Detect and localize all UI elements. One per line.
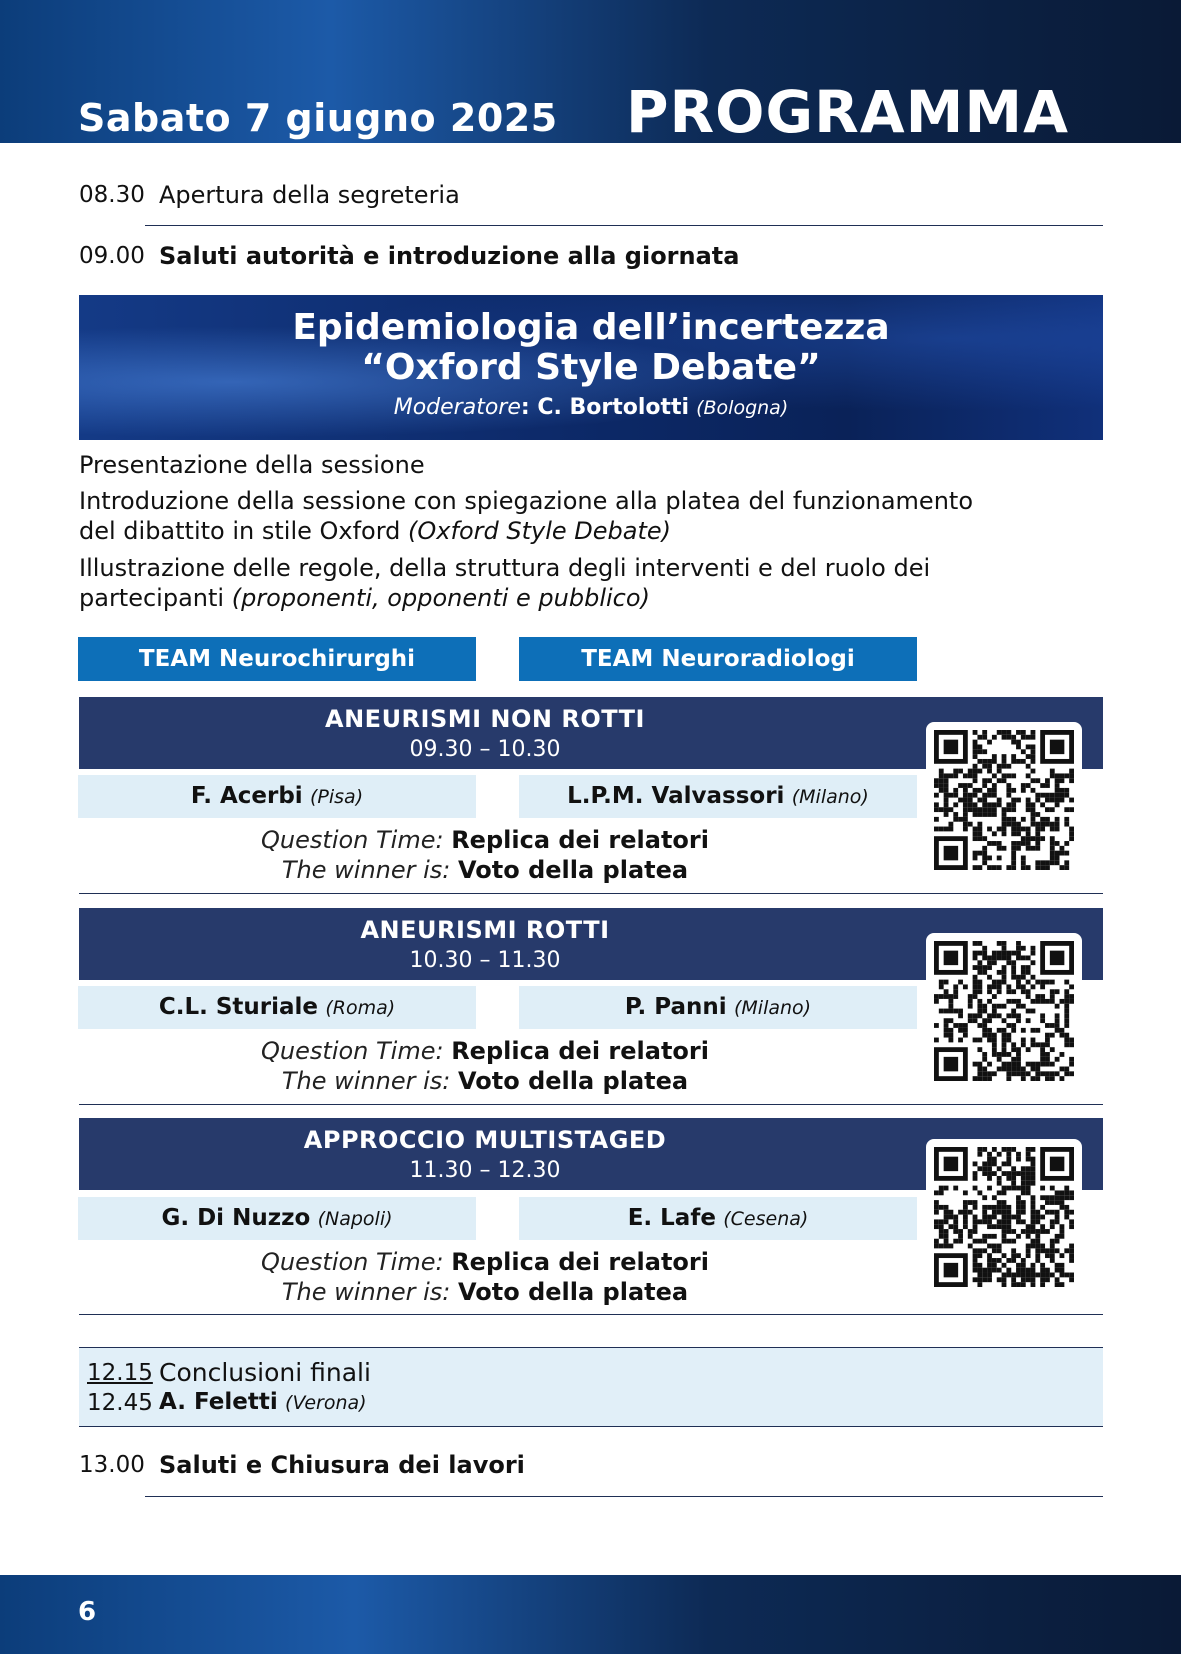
speaker-city: (Pisa): [310, 786, 364, 808]
speaker-city: (Roma): [325, 997, 396, 1019]
event-date: Sabato 7 giugno 2025: [78, 96, 558, 140]
qt-text: Replica dei relatori: [451, 1248, 709, 1276]
session-banner: [79, 295, 1103, 440]
qt-text: Replica dei relatori: [451, 1037, 709, 1065]
intro-p2-line1: Introduzione della sessione con spiegazione alla platea del funzionamento: [79, 487, 973, 515]
winner-label: The winner is:: [281, 1278, 451, 1306]
speaker-left: [78, 986, 476, 1029]
winner-text: Voto della platea: [458, 1067, 689, 1095]
intro-p2-line2: del dibattito in stile Oxford: [79, 517, 409, 545]
speaker-city: (Cesena): [723, 1208, 809, 1230]
speaker-city: (Milano): [734, 997, 812, 1019]
intro-p3-line1: Illustrazione delle regole, della struttura degli interventi e del ruolo dei: [79, 554, 931, 582]
moderator-label: Moderatore: [393, 395, 521, 420]
speaker-right: [519, 775, 917, 818]
conclusion-title: Conclusioni finali: [159, 1358, 371, 1387]
opening-text-1: Apertura della segreteria: [159, 181, 460, 209]
banner-title: Epidemiologia dell’incertezza: [292, 307, 890, 348]
banner-subtitle: “Oxford Style Debate”: [361, 347, 821, 388]
moderator-line: Moderatore: C. Bortolotti (Bologna): [393, 395, 789, 420]
conclusion-block: [79, 1347, 1103, 1427]
winner-text: Voto della platea: [458, 856, 689, 884]
session-title: APPROCCIO MULTISTAGED: [303, 1126, 667, 1154]
speaker-city: (Napoli): [317, 1208, 393, 1230]
divider: [79, 1104, 1103, 1105]
session-title: ANEURISMI NON ROTTI: [325, 705, 645, 733]
conclusion-time-start: 12.15: [87, 1360, 153, 1386]
closing-time: 13.00: [79, 1452, 145, 1478]
page-header: [0, 0, 1181, 146]
speaker-name: A. Feletti: [159, 1389, 278, 1415]
session-time: 09.30 – 10.30: [409, 737, 561, 762]
team-right: TEAM Neuroradiologi: [519, 637, 917, 681]
speaker-name: C.L. Sturiale: [158, 994, 319, 1020]
session-time: 10.30 – 11.30: [409, 948, 561, 973]
speaker-name: G. Di Nuzzo: [161, 1205, 311, 1231]
speaker-left: [78, 1197, 476, 1240]
speaker-name: L.P.M. Valvassori: [567, 783, 785, 809]
session-time: 11.30 – 12.30: [409, 1158, 561, 1183]
qt-label: Question Time:: [261, 1248, 444, 1276]
divider: [79, 1314, 1103, 1315]
team-left: TEAM Neurochirurghi: [78, 637, 476, 681]
divider: [145, 1496, 1103, 1497]
speaker-right: [519, 986, 917, 1029]
page-number: 6: [78, 1597, 97, 1627]
intro-p1: Presentazione della sessione: [79, 451, 425, 479]
qr-code-icon[interactable]: [926, 933, 1082, 1089]
qr-code-icon[interactable]: [926, 1139, 1082, 1295]
winner-text: Voto della platea: [458, 1278, 689, 1306]
question-time: [79, 1247, 891, 1307]
speaker-name: E. Lafe: [627, 1205, 716, 1231]
speaker-name: P. Panni: [624, 994, 727, 1020]
winner-label: The winner is:: [281, 1067, 451, 1095]
moderator-name: C. Bortolotti: [537, 395, 690, 420]
speaker-city: (Verona): [285, 1392, 367, 1414]
intro-p3-line2: partecipanti: [79, 584, 232, 612]
speaker-left: [78, 775, 476, 818]
intro-p2: [79, 486, 1079, 546]
moderator-city: (Bologna): [696, 397, 789, 419]
divider: [145, 225, 1103, 226]
conclusion-time-end: 12.45: [87, 1390, 153, 1416]
conclusion-speaker: [159, 1389, 367, 1415]
page-title: PROGRAMMA: [626, 78, 1069, 146]
opening-time-1: 08.30: [79, 182, 145, 208]
closing-text: Saluti e Chiusura dei lavori: [159, 1451, 525, 1479]
divider: [79, 893, 1103, 894]
question-time: [79, 1036, 891, 1096]
session-title: ANEURISMI ROTTI: [360, 916, 610, 944]
winner-label: The winner is:: [281, 856, 451, 884]
qt-label: Question Time:: [261, 1037, 444, 1065]
intro-p3: [79, 553, 1079, 613]
opening-time-2: 09.00: [79, 243, 145, 269]
intro-p3-italic: (proponenti, opponenti e pubblico): [231, 584, 650, 612]
page-footer: [0, 1575, 1181, 1654]
speaker-city: (Milano): [791, 786, 869, 808]
qt-label: Question Time:: [261, 826, 444, 854]
speaker-right: [519, 1197, 917, 1240]
opening-text-2: Saluti autorità e introduzione alla giornata: [159, 242, 740, 270]
question-time: [79, 825, 891, 885]
speaker-name: F. Acerbi: [190, 783, 303, 809]
qt-text: Replica dei relatori: [451, 826, 709, 854]
intro-p2-italic: (Oxford Style Debate): [408, 517, 672, 545]
qr-code-icon[interactable]: [926, 722, 1082, 878]
